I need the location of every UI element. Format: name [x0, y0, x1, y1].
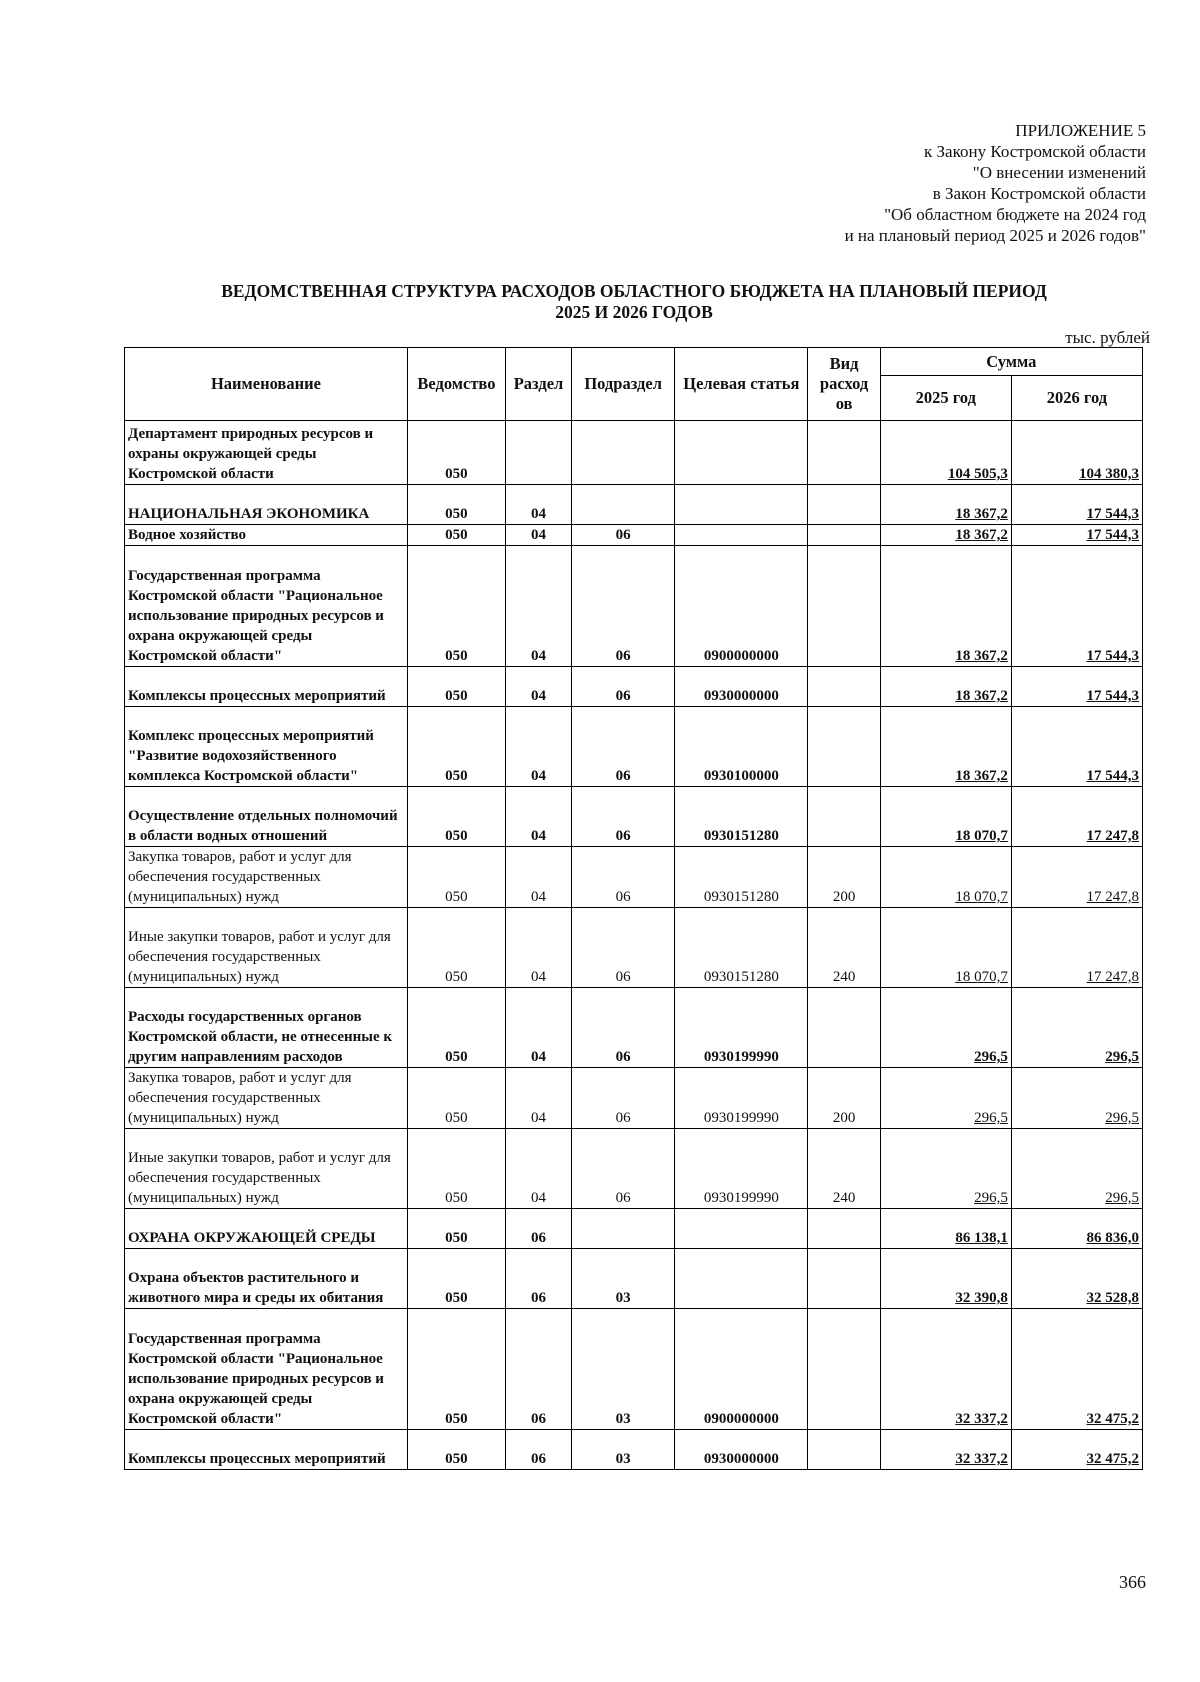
row-sum-2026: 104 380,3: [1011, 421, 1142, 485]
row-razdel: [505, 421, 571, 485]
row-podrazdel: 06: [572, 525, 675, 546]
row-sum-2026: 17 544,3: [1011, 525, 1142, 546]
row-podrazdel: 06: [572, 988, 675, 1068]
header-line: в Закон Костромской области: [932, 184, 1146, 203]
row-razdel: 04: [505, 485, 571, 525]
row-sum-2026: 296,5: [1011, 1129, 1142, 1209]
row-celevaya-statya: [675, 421, 808, 485]
row-razdel: 06: [505, 1309, 571, 1430]
table-row: [125, 787, 1143, 847]
row-vedomstvo: 050: [407, 421, 505, 485]
table-row: [125, 525, 1143, 546]
row-celevaya-statya: 0930000000: [675, 667, 808, 707]
table-row: [125, 1129, 1143, 1209]
row-celevaya-statya: 0900000000: [675, 546, 808, 667]
row-podrazdel: 06: [572, 847, 675, 908]
row-podrazdel: 06: [572, 787, 675, 847]
table-row: [125, 421, 1143, 485]
header-line: "Об областном бюджете на 2024 год: [884, 205, 1146, 224]
header-name: Наименование: [125, 348, 408, 421]
row-celevaya-statya: 0930151280: [675, 908, 808, 988]
table-row: [125, 988, 1143, 1068]
table-row: [125, 707, 1143, 787]
row-name: ОХРАНА ОКРУЖАЮЩЕЙ СРЕДЫ: [125, 1209, 408, 1249]
table-row: [125, 1209, 1143, 1249]
row-name: Охрана объектов растительного и животного мира и среды их обитания: [125, 1249, 408, 1309]
row-sum-2026: 17 544,3: [1011, 485, 1142, 525]
row-sum-2025: 18 367,2: [880, 546, 1011, 667]
row-name: Комплексы процессных мероприятий: [125, 1430, 408, 1470]
row-name: Иные закупки товаров, работ и услуг для обеспечения государственных (муниципальных) нужд: [125, 1129, 408, 1209]
row-vid-rashodov: [808, 1209, 880, 1249]
row-sum-2026: 17 544,3: [1011, 546, 1142, 667]
row-vid-rashodov: [808, 707, 880, 787]
row-vedomstvo: 050: [407, 1309, 505, 1430]
row-sum-2026: 32 475,2: [1011, 1309, 1142, 1430]
row-celevaya-statya: 0900000000: [675, 1309, 808, 1430]
row-sum-2026: 17 247,8: [1011, 847, 1142, 908]
row-razdel: 04: [505, 787, 571, 847]
row-podrazdel: 03: [572, 1309, 675, 1430]
row-podrazdel: 06: [572, 1129, 675, 1209]
row-name: Государственная программа Костромской области "Рациональное использование природных ресурсов и охрана окружающей среды Костромской области": [125, 1309, 408, 1430]
header-vid-rashodov: Вид расход ов: [808, 348, 880, 421]
row-celevaya-statya: [675, 1209, 808, 1249]
header-podrazdel: Подраздел: [572, 348, 675, 421]
row-celevaya-statya: 0930199990: [675, 1129, 808, 1209]
row-sum-2025: 18 070,7: [880, 787, 1011, 847]
row-celevaya-statya: 0930151280: [675, 847, 808, 908]
row-vid-rashodov: [808, 546, 880, 667]
row-sum-2025: 104 505,3: [880, 421, 1011, 485]
row-podrazdel: [572, 421, 675, 485]
row-sum-2025: 32 337,2: [880, 1430, 1011, 1470]
row-vedomstvo: 050: [407, 908, 505, 988]
table-row: [125, 667, 1143, 707]
row-vid-rashodov: 200: [808, 1068, 880, 1129]
table-row: [125, 1249, 1143, 1309]
row-sum-2025: 18 367,2: [880, 667, 1011, 707]
row-podrazdel: 03: [572, 1430, 675, 1470]
row-name: Департамент природных ресурсов и охраны окружающей среды Костромской области: [125, 421, 408, 485]
table-row: [125, 1430, 1143, 1470]
row-celevaya-statya: [675, 1249, 808, 1309]
row-name: Водное хозяйство: [125, 525, 408, 546]
row-vid-rashodov: [808, 988, 880, 1068]
header-razdel: Раздел: [505, 348, 571, 421]
row-name: Расходы государственных органов Костромской области, не отнесенные к другим направлениям расходов: [125, 988, 408, 1068]
row-name: Комплексы процессных мероприятий: [125, 667, 408, 707]
row-sum-2025: 32 337,2: [880, 1309, 1011, 1430]
row-razdel: 04: [505, 988, 571, 1068]
row-vid-rashodov: 200: [808, 847, 880, 908]
row-vedomstvo: 050: [407, 707, 505, 787]
row-razdel: 04: [505, 525, 571, 546]
row-sum-2026: 17 544,3: [1011, 707, 1142, 787]
row-sum-2025: 18 070,7: [880, 847, 1011, 908]
row-razdel: 04: [505, 1129, 571, 1209]
row-name: Комплекс процессных мероприятий "Развитие водохозяйственного комплекса Костромской области": [125, 707, 408, 787]
row-podrazdel: 03: [572, 1249, 675, 1309]
row-vedomstvo: 050: [407, 847, 505, 908]
row-podrazdel: 06: [572, 908, 675, 988]
row-sum-2026: 17 247,8: [1011, 787, 1142, 847]
title-line-1: ВЕДОМСТВЕННАЯ СТРУКТУРА РАСХОДОВ ОБЛАСТНОГО БЮДЖЕТА НА ПЛАНОВЫЙ ПЕРИОД: [221, 281, 1047, 301]
row-celevaya-statya: 0930100000: [675, 707, 808, 787]
title-line-2: 2025 И 2026 ГОДОВ: [555, 302, 713, 322]
document-title: [124, 281, 1144, 323]
row-sum-2025: 296,5: [880, 988, 1011, 1068]
row-celevaya-statya: 0930199990: [675, 1068, 808, 1129]
header-line: и на плановый период 2025 и 2026 годов": [844, 226, 1146, 245]
row-celevaya-statya: 0930000000: [675, 1430, 808, 1470]
row-podrazdel: [572, 1209, 675, 1249]
row-podrazdel: 06: [572, 1068, 675, 1129]
page-number: 366: [1119, 1572, 1146, 1592]
row-vid-rashodov: [808, 421, 880, 485]
row-razdel: 06: [505, 1209, 571, 1249]
row-sum-2026: 296,5: [1011, 988, 1142, 1068]
table-row: [125, 1309, 1143, 1430]
row-vedomstvo: 050: [407, 525, 505, 546]
row-sum-2025: 18 367,2: [880, 707, 1011, 787]
row-vedomstvo: 050: [407, 1430, 505, 1470]
row-podrazdel: 06: [572, 667, 675, 707]
row-name: Осуществление отдельных полномочий в области водных отношений: [125, 787, 408, 847]
row-name: Закупка товаров, работ и услуг для обеспечения государственных (муниципальных) нужд: [125, 847, 408, 908]
row-vid-rashodov: [808, 787, 880, 847]
row-sum-2025: 86 138,1: [880, 1209, 1011, 1249]
header-line: ПРИЛОЖЕНИЕ 5: [1015, 121, 1146, 140]
row-razdel: 04: [505, 667, 571, 707]
row-vedomstvo: 050: [407, 1209, 505, 1249]
row-vedomstvo: 050: [407, 1249, 505, 1309]
row-sum-2026: 17 247,8: [1011, 908, 1142, 988]
row-sum-2025: 296,5: [880, 1068, 1011, 1129]
row-vid-rashodov: [808, 485, 880, 525]
row-sum-2025: 18 070,7: [880, 908, 1011, 988]
table-row: [125, 847, 1143, 908]
row-sum-2025: 32 390,8: [880, 1249, 1011, 1309]
row-sum-2025: 18 367,2: [880, 485, 1011, 525]
row-podrazdel: [572, 485, 675, 525]
row-razdel: 04: [505, 847, 571, 908]
row-name: Государственная программа Костромской области "Рациональное использование природных ресурсов и охрана окружающей среды Костромской области": [125, 546, 408, 667]
row-vid-rashodov: [808, 667, 880, 707]
row-vid-rashodov: [808, 1430, 880, 1470]
header-line: "О внесении изменений: [972, 163, 1146, 182]
header-summa: Сумма: [880, 348, 1142, 376]
row-vedomstvo: 050: [407, 485, 505, 525]
row-vedomstvo: 050: [407, 1068, 505, 1129]
appendix-header: [646, 120, 1146, 246]
row-vedomstvo: 050: [407, 1129, 505, 1209]
row-podrazdel: 06: [572, 707, 675, 787]
units-label: тыс. рублей: [1065, 328, 1150, 347]
header-2025: 2025 год: [880, 376, 1011, 421]
row-razdel: 06: [505, 1430, 571, 1470]
row-celevaya-statya: 0930199990: [675, 988, 808, 1068]
row-sum-2026: 17 544,3: [1011, 667, 1142, 707]
budget-table: [124, 347, 1143, 1470]
row-celevaya-statya: [675, 485, 808, 525]
row-razdel: 04: [505, 546, 571, 667]
table-row: [125, 908, 1143, 988]
row-vid-rashodov: 240: [808, 1129, 880, 1209]
row-vid-rashodov: [808, 525, 880, 546]
row-sum-2025: 18 367,2: [880, 525, 1011, 546]
row-vid-rashodov: [808, 1249, 880, 1309]
row-vedomstvo: 050: [407, 787, 505, 847]
row-name: НАЦИОНАЛЬНАЯ ЭКОНОМИКА: [125, 485, 408, 525]
row-sum-2026: 32 528,8: [1011, 1249, 1142, 1309]
row-celevaya-statya: 0930151280: [675, 787, 808, 847]
table-row: [125, 1068, 1143, 1129]
table-body: [125, 421, 1143, 1470]
row-sum-2026: 32 475,2: [1011, 1430, 1142, 1470]
row-sum-2025: 296,5: [880, 1129, 1011, 1209]
row-razdel: 06: [505, 1249, 571, 1309]
row-name: Закупка товаров, работ и услуг для обеспечения государственных (муниципальных) нужд: [125, 1068, 408, 1129]
header-celevaya-statya: Целевая статья: [675, 348, 808, 421]
row-podrazdel: 06: [572, 546, 675, 667]
row-name: Иные закупки товаров, работ и услуг для обеспечения государственных (муниципальных) нужд: [125, 908, 408, 988]
header-2026: 2026 год: [1011, 376, 1142, 421]
row-razdel: 04: [505, 707, 571, 787]
row-sum-2026: 296,5: [1011, 1068, 1142, 1129]
table-row: [125, 546, 1143, 667]
row-vedomstvo: 050: [407, 667, 505, 707]
row-vedomstvo: 050: [407, 546, 505, 667]
row-vid-rashodov: 240: [808, 908, 880, 988]
row-celevaya-statya: [675, 525, 808, 546]
row-sum-2026: 86 836,0: [1011, 1209, 1142, 1249]
table-row: [125, 485, 1143, 525]
row-vedomstvo: 050: [407, 988, 505, 1068]
row-razdel: 04: [505, 1068, 571, 1129]
row-vid-rashodov: [808, 1309, 880, 1430]
header-vedomstvo: Ведомство: [407, 348, 505, 421]
row-razdel: 04: [505, 908, 571, 988]
header-line: к Закону Костромской области: [924, 142, 1146, 161]
